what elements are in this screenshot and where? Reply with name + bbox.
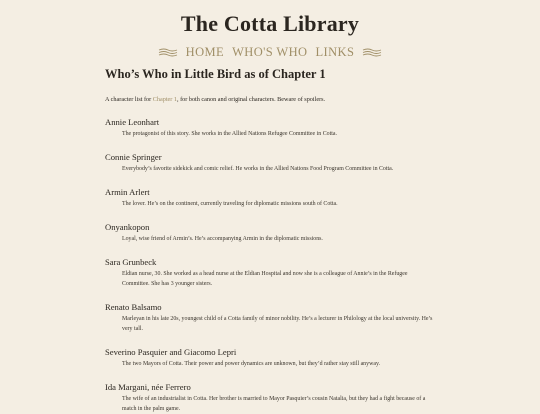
nav-home-link[interactable]: HOME <box>185 44 225 59</box>
character-entry <box>105 116 435 139</box>
character-entry <box>105 346 435 369</box>
character-name: Renato Balsamo <box>105 302 162 312</box>
main-content <box>105 66 435 414</box>
character-description: The lover. He’s on the continent, currently traveling for diplomatic missions south of Cotta. <box>122 201 338 207</box>
character-description: Eldian nurse, 30. She worked as a head nurse at the Eldian Hospital and now she is a colleague of Annie’s in the Refugee Committee. She has 3 younger sisters. <box>122 271 408 287</box>
character-description: The protagonist of this story. She works in the Allied Nations Refugee Committee in Cotta. <box>122 131 337 137</box>
character-entry <box>105 151 435 174</box>
nav-links-link[interactable]: LINKS <box>315 44 355 59</box>
character-name: Onyankopon <box>105 222 150 232</box>
left-flourish-icon <box>158 47 178 57</box>
nav-whos-who-link[interactable]: WHO'S WHO <box>232 44 308 59</box>
right-flourish-icon <box>362 47 382 57</box>
character-name: Connie Springer <box>105 152 162 162</box>
character-description: Everybody’s favorite sidekick and comic relief. He works in the Allied Nations Food Program Committee in Cotta. <box>122 166 394 172</box>
character-entry <box>105 256 435 289</box>
intro-text <box>105 95 435 104</box>
site-title: The Cotta Library <box>180 11 360 36</box>
character-name: Severino Pasquier and Giacomo Lepri <box>105 347 237 357</box>
page-title: Who’s Who in Little Bird as of Chapter 1 <box>105 67 326 81</box>
character-description: Loyal, wise friend of Armin’s. He’s accompanying Armin in the diplomatic missions. <box>122 236 323 242</box>
character-description: The two Mayors of Cotta. Their power and power dynamics are unknown, but they’d rather stay still anyway. <box>122 361 380 367</box>
character-name: Sara Grunbeck <box>105 257 157 267</box>
chapter-link[interactable]: Chapter 1 <box>152 96 177 103</box>
character-name: Armin Arlert <box>105 187 150 197</box>
character-name: Ida Margani, née Ferrero <box>105 382 191 392</box>
intro-text-after: , for both canon and original characters. Beware of spoilers. <box>177 96 326 103</box>
character-entry <box>105 381 435 414</box>
character-entry <box>105 186 435 209</box>
character-entry <box>105 301 435 334</box>
character-description: The wife of an industrialist in Cotta. Her brother is married to Mayor Pasquier’s cousin Natalia, but they had a fight because of a match in the palm game. <box>122 396 426 412</box>
intro-text-before: A character list for <box>105 96 153 103</box>
character-name: Annie Leonhart <box>105 117 160 127</box>
main-nav <box>0 43 540 61</box>
character-entry <box>105 221 435 244</box>
character-description: Marleyan in his late 20s, youngest child of a Cotta family of minor nobility. He’s a lecturer in Philology at the local university. He’s very tall. <box>122 316 433 332</box>
